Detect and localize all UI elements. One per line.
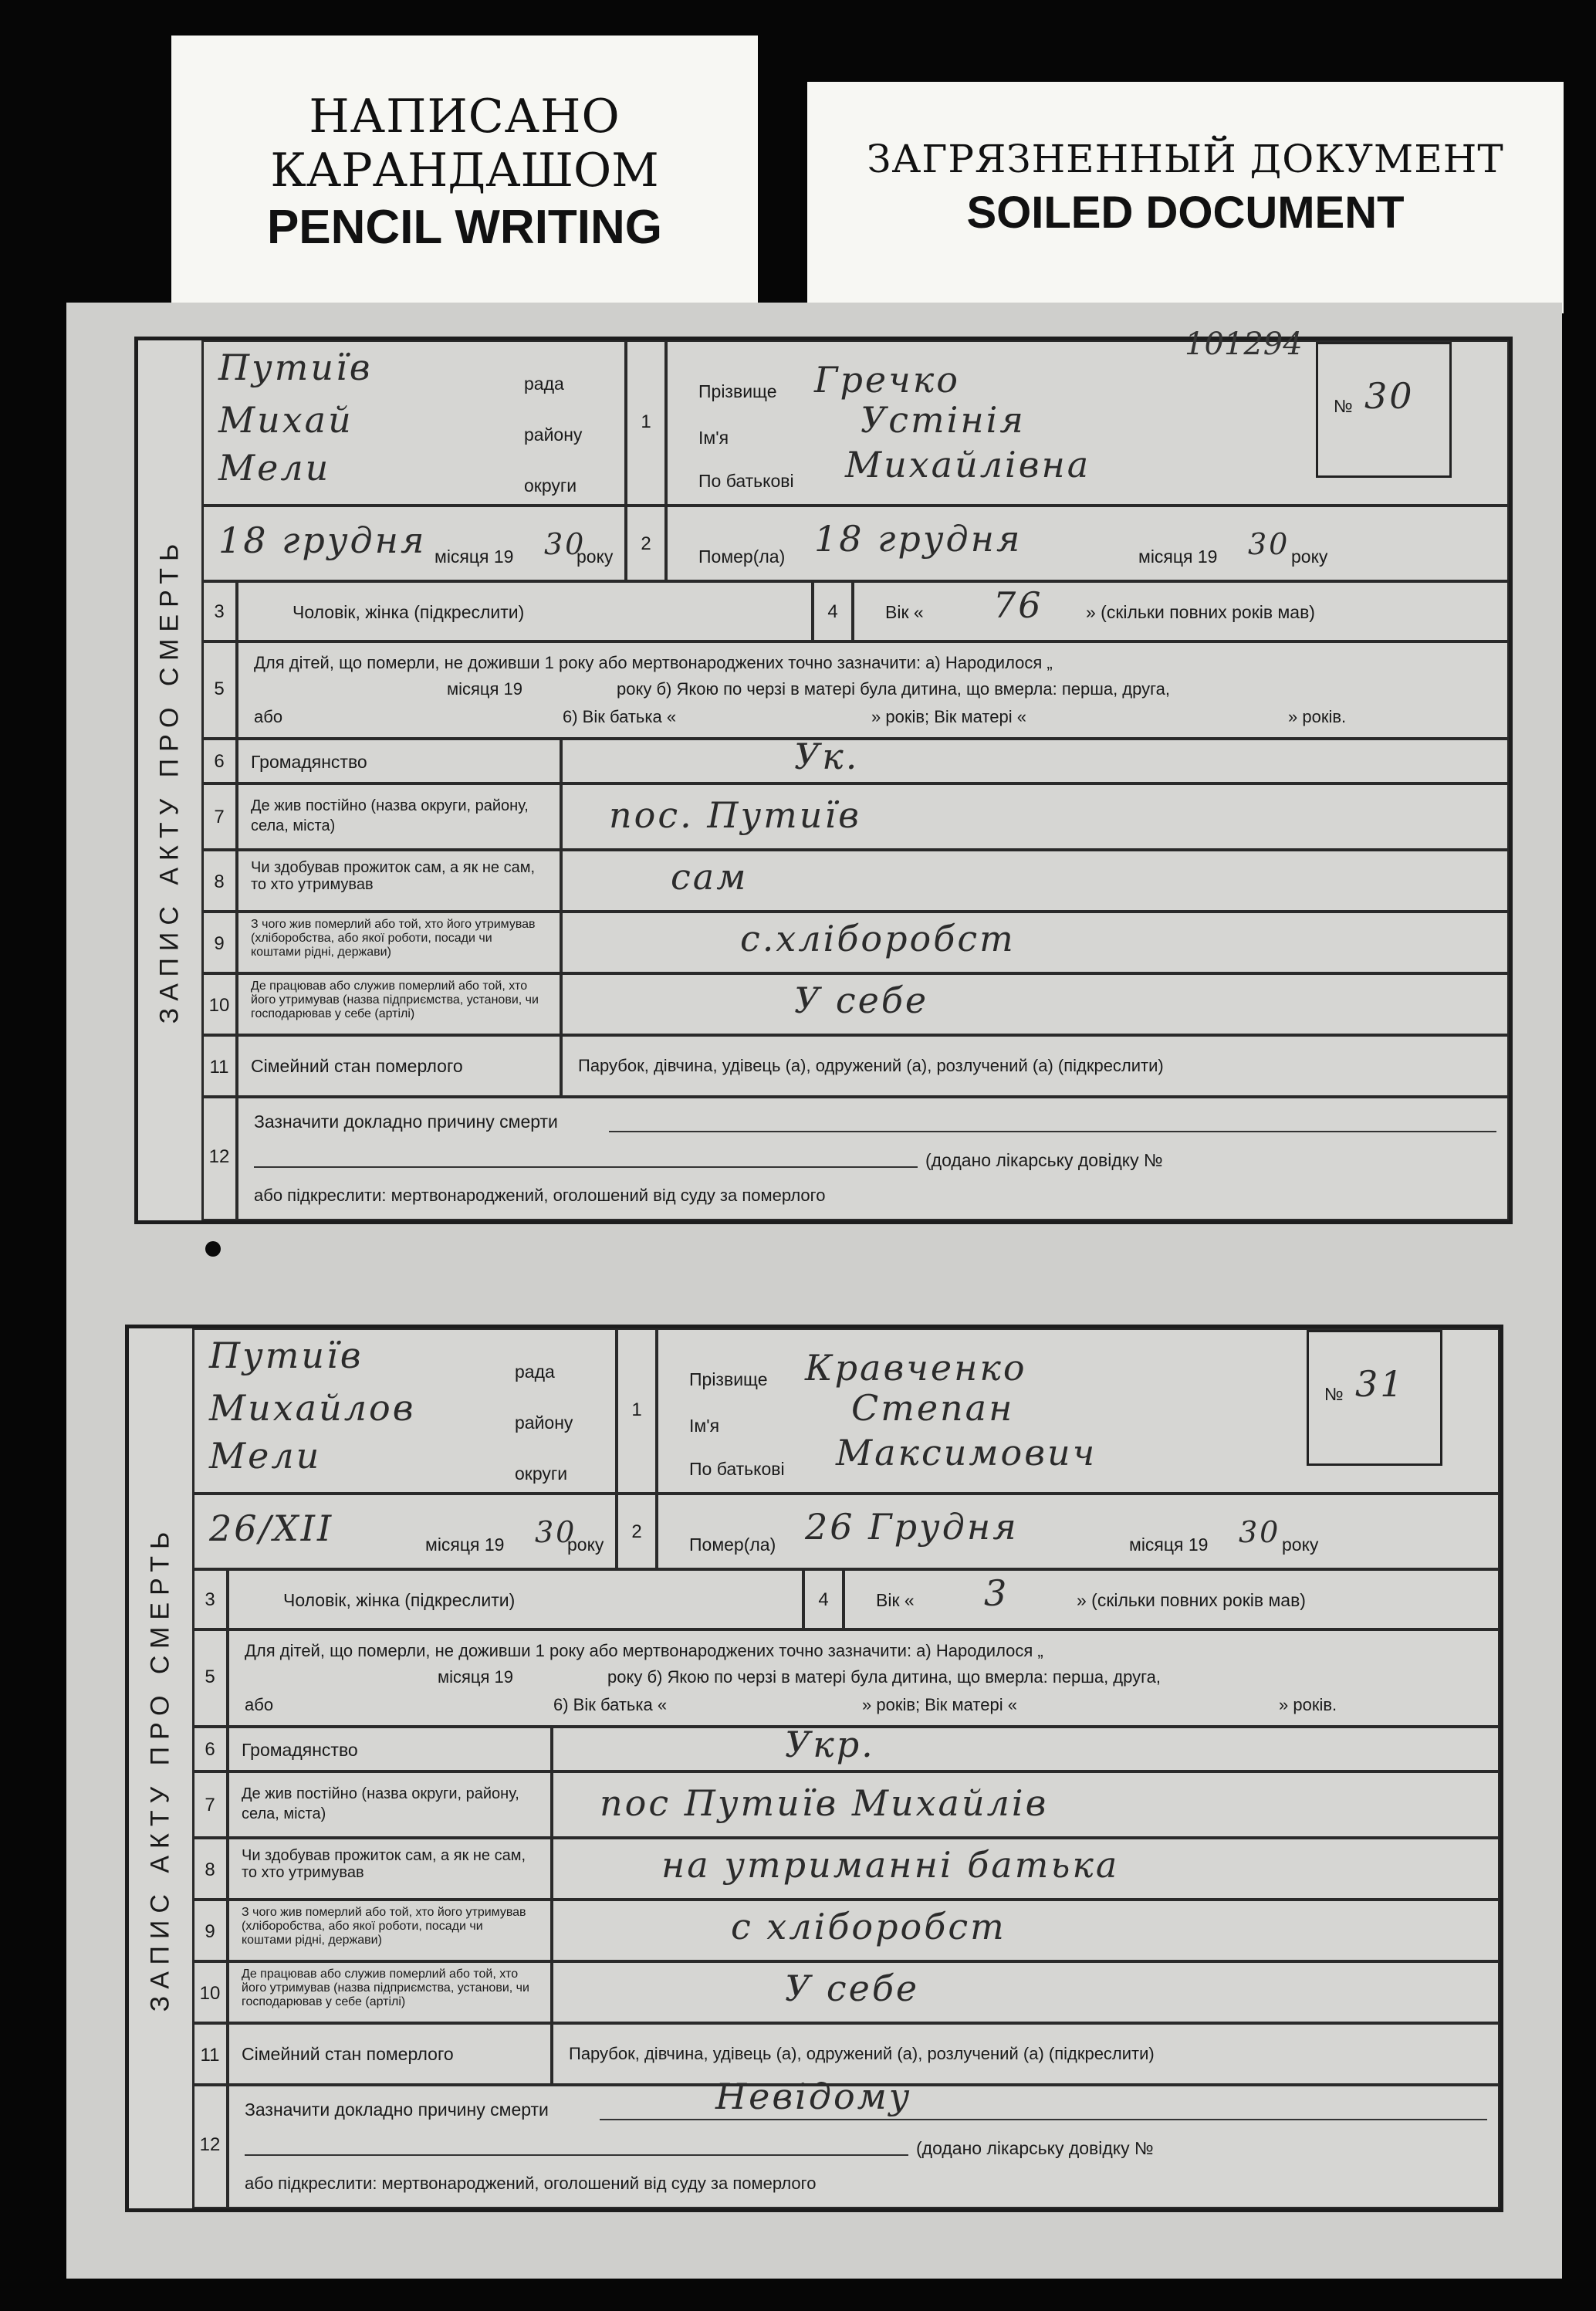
row-number: 4: [827, 601, 838, 622]
infant-details-cell: [237, 641, 1509, 739]
soiled-label-line-1: ЗАГРЯЗНЕННЫЙ ДОКУМЕНТ: [867, 137, 1504, 181]
row-number: 9: [214, 933, 225, 954]
surname-label: Прізвище: [689, 1369, 768, 1389]
marital-options-cell: [552, 2023, 1500, 2085]
marital-label: Сімейний стан померлого: [242, 2044, 454, 2064]
row-number: 5: [214, 678, 225, 699]
handwritten-death-date: 18 грудня: [814, 518, 1023, 560]
pencil-label-line-2: КАРАНДАШОМ: [270, 144, 659, 198]
handwritten-support: на утриманні батька: [661, 1844, 1120, 1886]
workplace-value-cell: [561, 973, 1509, 1035]
cause-label: Зазначити докладно причину смерти: [254, 1112, 558, 1132]
form-side-title: [129, 1328, 194, 2208]
infant-line-3a: або: [254, 707, 283, 726]
infant-line-3d: » років.: [1288, 707, 1347, 726]
row-number: 11: [200, 2045, 220, 2066]
row-number-cell: [192, 1569, 228, 1629]
row-number-cell: [201, 1035, 237, 1097]
rada-label: рада: [515, 1362, 555, 1382]
handwritten-rada: Путиїв: [218, 347, 373, 388]
infant-line-3b: 6) Вік батька «: [563, 707, 677, 726]
fill-in-line: [609, 1131, 1496, 1132]
handwritten-residence: пос Путиїв Михайлів: [600, 1782, 1049, 1824]
row-number: 3: [205, 1589, 215, 1610]
infant-line-2b: року б) Якою по черзі в матері була дитина, що вмерла: перша, друга,: [617, 679, 1171, 699]
row-number: 2: [631, 1521, 642, 1542]
row-number-cell: [192, 1961, 228, 2023]
handwritten-citizenship: Укр.: [785, 1724, 875, 1765]
medical-certificate-label: (додано лікарську довідку №: [916, 2138, 1154, 2158]
marital-options: Парубок, дівчина, удівець (а), одружений (а), розлучений (а) (підкреслити): [569, 2044, 1155, 2063]
infant-line-3c: » років; Вік матері «: [871, 707, 1026, 726]
handwritten-workplace: У себе: [785, 1968, 920, 2009]
citizenship-label: Громадянство: [242, 1740, 358, 1760]
sex-cell: [237, 581, 813, 641]
name-block: [666, 327, 1509, 506]
marital-label: Сімейний стан померлого: [251, 1056, 463, 1076]
row-number: 1: [641, 411, 651, 432]
row-number-1: [617, 1328, 657, 1494]
support-label-cell: [237, 850, 561, 912]
death-month-label: місяця 19: [1129, 1534, 1209, 1555]
rada-label: рада: [524, 374, 564, 394]
handwritten-surname: Кравченко: [805, 1347, 1027, 1389]
stillborn-note: або підкреслити: мертвонароджений, оголошений від суду за померлого: [245, 2174, 817, 2193]
handwritten-citizenship: Ук.: [794, 736, 860, 777]
support-label: Чи здобував прожиток сам, а як не сам, то хто утримував: [251, 859, 536, 893]
row-number-cell: [201, 973, 237, 1035]
infant-line-2b: року б) Якою по черзі в матері була дитина, що вмерла: перша, друга,: [607, 1667, 1161, 1687]
month-year-label: місяця 19: [435, 546, 514, 567]
handwritten-age: 3: [984, 1572, 1009, 1614]
pencil-label-line-3: PENCIL WRITING: [266, 201, 663, 254]
handwritten-raion: Михайлов: [209, 1387, 416, 1429]
fill-in-line: [254, 1166, 918, 1168]
workplace-label-cell: [237, 973, 561, 1035]
infant-line-1: Для дітей, що померли, не доживши 1 року або мертвонароджених точно зазначити: а) Народилося „: [245, 1641, 1043, 1660]
row-number-2: [626, 506, 666, 581]
row-number: 4: [818, 1589, 829, 1610]
livelihood-label: З чого жив померлий або той, хто його утримував (хліборобства, або якої роботи, посади чи коштами рідні, держави): [242, 1906, 526, 1947]
infant-line-3d: » років.: [1279, 1695, 1337, 1714]
handwritten-name: Устінія: [861, 399, 1026, 441]
age-label: Вік «: [885, 602, 924, 622]
row-number-cell: [201, 850, 237, 912]
handwritten-cause: Невідому: [715, 2076, 912, 2117]
citizenship-value-cell: [552, 1724, 1500, 1771]
handwritten-name: Степан: [851, 1387, 1015, 1429]
row-number: 3: [214, 601, 225, 622]
row-number: 9: [205, 1921, 215, 1942]
handwritten-death-year: 30: [1248, 527, 1290, 561]
handwritten-patronymic: Михайлівна: [845, 444, 1091, 486]
workplace-value-cell: [552, 1961, 1500, 2023]
location-block: [192, 1328, 617, 1494]
row-number: 10: [199, 1983, 221, 2004]
handwritten-residence: пос. Путиїв: [609, 794, 861, 836]
sex-label: Чоловік, жінка (підкреслити): [283, 1590, 516, 1610]
handwritten-okruga: Мели: [209, 1435, 322, 1477]
row-number-cell: [192, 1727, 228, 1771]
death-record-form-2: [125, 1325, 1503, 2212]
livelihood-label: З чого жив померлий або той, хто його утримував (хліборобства, або якої роботи, посади чи коштами рідні, держави): [251, 918, 536, 959]
support-value-cell: [552, 1838, 1500, 1900]
soiled-document-label: [807, 82, 1564, 313]
row-number: 12: [208, 1146, 230, 1167]
row-number-cell: [813, 581, 853, 641]
patronymic-label: По батькові: [698, 471, 794, 491]
handwritten-surname: Гречко: [814, 359, 960, 401]
handwritten-workplace: У себе: [794, 980, 929, 1021]
row-number-cell: [803, 1569, 844, 1629]
location-block: [201, 340, 626, 506]
record-number-box: [1307, 1330, 1442, 1466]
row-number-cell: [192, 1900, 228, 1961]
row-number: 11: [209, 1057, 229, 1078]
row-number: 1: [631, 1399, 642, 1420]
residence-value-cell: [552, 1771, 1500, 1838]
form-side-title: [138, 340, 204, 1220]
pencil-writing-label: [171, 36, 758, 313]
name-label: Ім'я: [689, 1416, 720, 1436]
handwritten-livelihood: с.хліборобст: [740, 918, 1016, 959]
row-number-cell: [192, 1629, 228, 1727]
infant-line-3c: » років; Вік матері «: [862, 1695, 1017, 1714]
workplace-label-cell: [228, 1961, 552, 2023]
residence-label-cell: [237, 783, 561, 850]
support-value-cell: [561, 850, 1509, 912]
handwritten-support: сам: [671, 856, 749, 898]
row-number: 5: [205, 1666, 215, 1687]
livelihood-value-cell: [552, 1900, 1500, 1961]
soiled-label-line-2: SOILED DOCUMENT: [966, 188, 1405, 238]
row-number: 6: [214, 751, 225, 772]
handwritten-registration-date: 18 грудня: [218, 519, 427, 561]
residence-value-cell: [561, 783, 1509, 850]
handwritten-record-number: 30: [1364, 375, 1415, 417]
stillborn-note: або підкреслити: мертвонароджений, оголошений від суду за померлого: [254, 1186, 826, 1205]
age-cell: [853, 581, 1509, 641]
patronymic-label: По батькові: [689, 1459, 785, 1479]
handwritten-livelihood: с хліборобст: [731, 1906, 1006, 1947]
number-sign: №: [1324, 1384, 1344, 1404]
citizenship-label-cell: [237, 739, 561, 783]
livelihood-value-cell: [561, 912, 1509, 973]
age-cell: [844, 1569, 1500, 1629]
row-number-cell: [201, 641, 237, 739]
infant-details-cell: [228, 1629, 1500, 1727]
marital-options: Парубок, дівчина, удівець (а), одружений (а), розлучений (а) (підкреслити): [578, 1056, 1164, 1075]
row-number: 7: [205, 1795, 215, 1815]
row-number: 2: [641, 533, 651, 554]
row-number: 6: [205, 1739, 215, 1760]
marital-label-cell: [228, 2023, 552, 2085]
row-number-1: [626, 340, 666, 506]
citizenship-label: Громадянство: [251, 752, 367, 772]
death-label: Помер(ла): [698, 546, 786, 567]
okrugy-label: округи: [524, 475, 577, 496]
residence-label: Де жив постійно (назва округи, району, села, міста): [251, 797, 529, 834]
marital-options-cell: [561, 1035, 1509, 1097]
row-number-cell: [192, 2023, 228, 2085]
row-number: 8: [205, 1859, 215, 1880]
row-number-cell: [192, 1771, 228, 1838]
age-tail-label: » (скільки повних років мав): [1077, 1590, 1306, 1610]
fill-in-line: [245, 2154, 908, 2156]
age-label: Вік «: [876, 1590, 915, 1610]
infant-line-3b: 6) Вік батька «: [553, 1695, 668, 1714]
citizenship-label-cell: [228, 1727, 552, 1771]
citizenship-value-cell: [561, 736, 1509, 783]
row-number-cell: [192, 2085, 228, 2208]
fill-in-line: [600, 2119, 1487, 2120]
month-year-label: місяця 19: [425, 1534, 505, 1555]
age-tail-label: » (скільки повних років мав): [1086, 602, 1315, 622]
handwritten-okruga: Мели: [218, 447, 331, 489]
row-number: 7: [214, 807, 225, 827]
death-date-block: [657, 1494, 1500, 1569]
infant-line-1: Для дітей, що померли, не доживши 1 року або мертвонароджених точно зазначити: а) Народилося „: [254, 653, 1053, 672]
cause-label: Зазначити докладно причину смерти: [245, 2100, 549, 2120]
sex-label: Чоловік, жінка (підкреслити): [292, 602, 525, 622]
row-number-cell: [201, 1097, 237, 1220]
handwritten-death-year: 30: [1239, 1515, 1281, 1549]
cause-of-death-cell: [228, 2076, 1500, 2208]
residence-label-cell: [228, 1771, 552, 1838]
handwritten-patronymic: Максимович: [836, 1432, 1097, 1474]
row-number-cell: [201, 739, 237, 783]
record-number-box: [1316, 342, 1452, 478]
sex-cell: [228, 1569, 803, 1629]
infant-line-3a: або: [245, 1695, 274, 1714]
handwritten-registration-year: 30: [544, 527, 587, 561]
registration-date-block: [192, 1494, 617, 1569]
row-number: 8: [214, 871, 225, 892]
death-record-form-1: [134, 327, 1513, 1224]
handwritten-death-date: 26 Грудня: [805, 1506, 1019, 1548]
roku-label: року: [567, 1534, 604, 1555]
livelihood-label-cell: [228, 1900, 552, 1961]
row-number-cell: [201, 783, 237, 850]
death-roku-label: року: [1282, 1534, 1319, 1555]
workplace-label: Де працював або служив померлий або той, хто його утримував (назва підприємства, установи, чи господарював у себе (артілі): [251, 980, 539, 1020]
row-number: 10: [208, 995, 230, 1016]
residence-label: Де жив постійно (назва округи, району, села, міста): [242, 1785, 519, 1822]
handwritten-archive-number: 101294: [1185, 327, 1303, 362]
surname-label: Прізвище: [698, 381, 777, 401]
infant-line-2a: місяця 19: [447, 679, 523, 699]
row-number-cell: [192, 1838, 228, 1900]
row-number: 12: [199, 2134, 221, 2155]
death-month-label: місяця 19: [1138, 546, 1218, 567]
number-sign: №: [1334, 396, 1353, 416]
punch-hole: [205, 1241, 221, 1257]
medical-certificate-label: (додано лікарську довідку №: [925, 1150, 1163, 1170]
support-label: Чи здобував прожиток сам, а як не сам, то хто утримував: [242, 1847, 526, 1881]
row-number-cell: [201, 581, 237, 641]
side-title-text: ЗАПИС АКТУ ПРО СМЕРТЬ: [145, 1524, 175, 2012]
pencil-label-line-1: НАПИСАНО: [309, 90, 620, 144]
name-label: Ім'я: [698, 428, 729, 448]
row-number-cell: [201, 912, 237, 973]
okrugy-label: округи: [515, 1463, 568, 1484]
livelihood-label-cell: [237, 912, 561, 973]
row-number-2: [617, 1494, 657, 1569]
side-title-text: ЗАПИС АКТУ ПРО СМЕРТЬ: [154, 536, 184, 1024]
infant-line-2a: місяця 19: [438, 1667, 514, 1687]
raion-label: району: [524, 425, 583, 445]
handwritten-rada: Путиїв: [209, 1335, 363, 1376]
name-block: [657, 1328, 1500, 1494]
marital-label-cell: [237, 1035, 561, 1097]
handwritten-raion: Михай: [218, 399, 353, 441]
death-label: Помер(ла): [689, 1534, 776, 1555]
support-label-cell: [228, 1838, 552, 1900]
raion-label: району: [515, 1413, 573, 1433]
handwritten-registration-date: 26/XII: [209, 1507, 334, 1549]
death-date-block: [666, 506, 1509, 581]
handwritten-age: 76: [993, 584, 1043, 626]
roku-label: року: [577, 546, 614, 567]
registration-date-block: [201, 506, 626, 581]
cause-of-death-cell: [237, 1097, 1509, 1220]
death-roku-label: року: [1291, 546, 1328, 567]
handwritten-record-number: 31: [1355, 1363, 1405, 1405]
handwritten-registration-year: 30: [535, 1515, 577, 1549]
workplace-label: Де працював або служив померлий або той, хто його утримував (назва підприємства, установи, чи господарював у себе (артілі): [242, 1968, 529, 2008]
